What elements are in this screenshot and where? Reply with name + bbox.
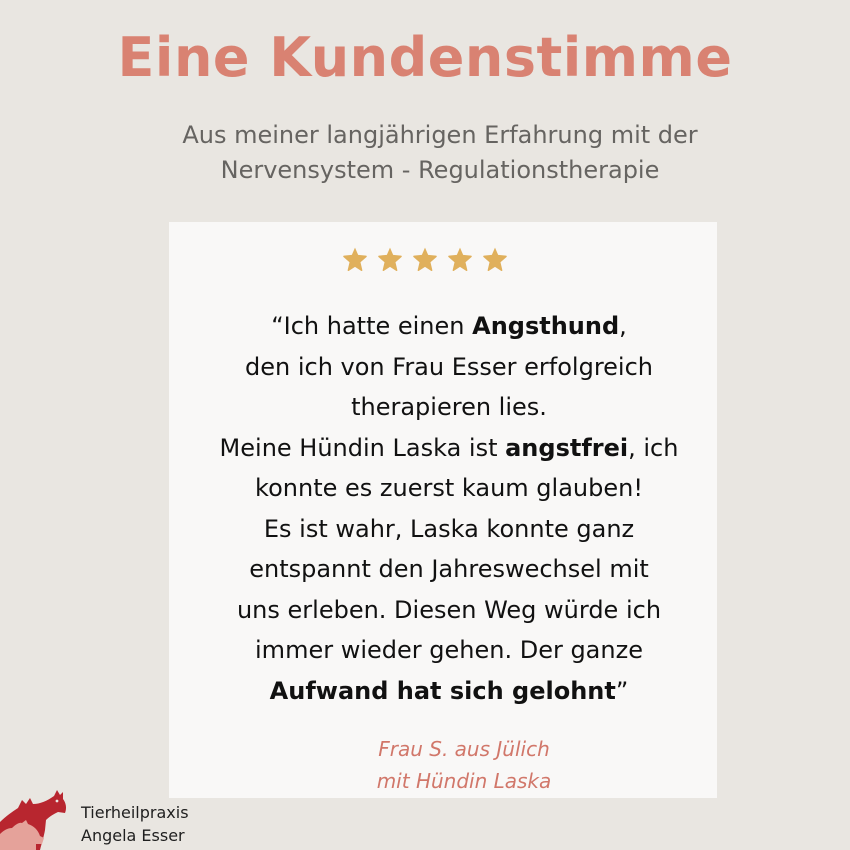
brand-name	[81, 801, 189, 847]
quote-line-10: Aufwand hat sich gelohnt”	[269, 676, 629, 705]
quote-line-1: “Ich hatte einen Angsthund,	[271, 312, 627, 340]
brand-line-1: Tierheilpraxis	[81, 803, 189, 822]
star-rating	[0, 245, 850, 273]
star-icon	[411, 245, 439, 273]
subtitle-line-2: Nervensystem - Regulationstherapie	[220, 156, 660, 184]
author-line-2: mit Hündin Laska	[376, 769, 552, 793]
subtitle	[0, 118, 850, 188]
horse-dog-logo-icon	[0, 786, 70, 850]
author-line-1: Frau S. aus Jülich	[378, 737, 550, 761]
star-icon	[481, 245, 509, 273]
star-icon	[341, 245, 369, 273]
quote-line-2: den ich von Frau Esser erfolgreich	[244, 352, 654, 381]
quote-line-8: uns erleben. Diesen Weg würde ich	[236, 595, 662, 624]
page-title: Eine Kundenstimme	[117, 26, 733, 89]
quote-emphasis: Angsthund	[472, 312, 620, 340]
testimonial-quote	[169, 306, 729, 711]
star-icon	[376, 245, 404, 273]
quote-emphasis: angstfrei	[505, 433, 629, 462]
quote-line-4: Meine Hündin Laska ist angstfrei, ich	[219, 433, 679, 462]
quote-emphasis: Aufwand hat sich gelohnt	[269, 676, 616, 705]
star-icon	[446, 245, 474, 273]
quote-line-5: konnte es zuerst kaum glauben!	[255, 474, 643, 502]
brand-line-2: Angela Esser	[81, 826, 185, 845]
quote-line-7: entspannt den Jahreswechsel mit	[249, 555, 649, 583]
quote-line-9: immer wieder gehen. Der ganze	[255, 636, 643, 664]
quote-line-6: Es ist wahr, Laska konnte ganz	[263, 514, 635, 543]
subtitle-line-1: Aus meiner langjährigen Erfahrung mit der	[182, 121, 698, 149]
testimonial-author	[169, 733, 759, 797]
quote-line-3: therapieren lies.	[351, 393, 547, 421]
